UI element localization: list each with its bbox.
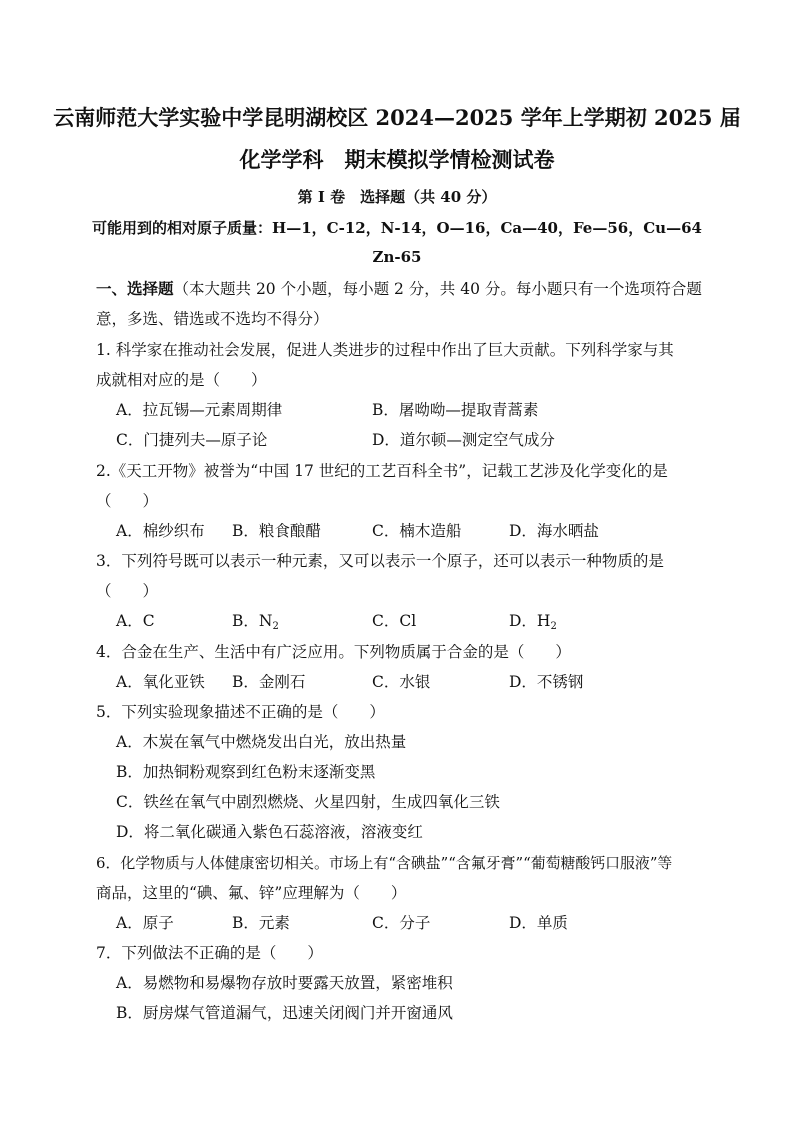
question-1-stem-cont: 成就相对应的是（ ） bbox=[96, 371, 267, 389]
atomic-masses: 可能用到的相对原子质量：H—1，C-12，N-14，O—16，Ca—40，Fe—56，Cu—64 bbox=[92, 219, 702, 237]
question-6-option-c[interactable]: C．分子 bbox=[372, 914, 431, 932]
question-6-stem-cont: 商品，这里的“碘、氟、锌”应理解为（ ） bbox=[96, 884, 407, 902]
question-1-option-c[interactable]: C．门捷列夫—原子论 bbox=[116, 431, 268, 449]
question-6-option-a[interactable]: A．原子 bbox=[116, 914, 174, 932]
question-2-stem: 2.《天工开物》被誉为“中国 17 世纪的工艺百科全书”，记载工艺涉及化学变化的是 bbox=[96, 462, 668, 480]
question-3-option-a[interactable]: A．C bbox=[116, 612, 155, 630]
question-2-stem-cont: （ ） bbox=[96, 492, 159, 510]
question-2-option-c[interactable]: C．楠木造船 bbox=[372, 522, 462, 540]
subscript: 2 bbox=[272, 621, 279, 632]
question-6-option-d[interactable]: D．单质 bbox=[509, 914, 568, 932]
question-4-option-a[interactable]: A．氧化亚铁 bbox=[116, 673, 205, 691]
question-6-option-b[interactable]: B．元素 bbox=[232, 914, 290, 932]
question-4-option-c[interactable]: C．水银 bbox=[372, 673, 431, 691]
question-2-option-a[interactable]: A．棉纱织布 bbox=[116, 522, 205, 540]
exam-title-line-2: 化学学科 期末模拟学情检测试卷 bbox=[239, 147, 555, 172]
section-instruction-line-1 bbox=[96, 279, 702, 299]
exam-title-line-1: 云南师范大学实验中学昆明湖校区 2024—2025 学年上学期初 2025 届 bbox=[53, 105, 741, 130]
question-6-stem: 6．化学物质与人体健康密切相关。市场上有“含碘盐”“含氟牙膏”“葡萄糖酸钙口服液”等 bbox=[96, 854, 673, 872]
question-1-stem: 1. 科学家在推动社会发展，促进人类进步的过程中作出了巨大贡献。下列科学家与其 bbox=[96, 341, 674, 359]
volume-heading: 第 I 卷 选择题（共 40 分） bbox=[297, 188, 497, 206]
subscript: 2 bbox=[550, 621, 557, 632]
question-3-option-b[interactable]: B．$N_2$ bbox=[232, 612, 279, 632]
question-4-option-d[interactable]: D．不锈钢 bbox=[509, 673, 584, 691]
question-5-option-d[interactable]: D．将二氧化碳通入紫色石蕊溶液，溶液变红 bbox=[116, 823, 423, 841]
section-heading: 一、选择题 bbox=[96, 279, 174, 298]
question-5-stem: 5．下列实验现象描述不正确的是（ ） bbox=[96, 703, 385, 721]
question-1-option-a[interactable]: A．拉瓦锡—元素周期律 bbox=[116, 401, 283, 419]
question-4-stem: 4．合金在生产、生活中有广泛应用。下列物质属于合金的是（ ） bbox=[96, 643, 571, 661]
question-7-option-a[interactable]: A．易燃物和易爆物存放时要露天放置，紧密堆积 bbox=[116, 974, 453, 992]
question-3-stem: 3．下列符号既可以表示一种元素，又可以表示一个原子，还可以表示一种物质的是 bbox=[96, 552, 664, 570]
question-3-option-c[interactable]: C．Cl bbox=[372, 612, 417, 630]
question-3-option-d[interactable]: D．$H_2$ bbox=[509, 612, 557, 632]
question-5-option-c[interactable]: C．铁丝在氧气中剧烈燃烧、火星四射，生成四氧化三铁 bbox=[116, 793, 500, 811]
question-2-option-b[interactable]: B．粮食酿醋 bbox=[232, 522, 321, 540]
section-instruction-line-2: 意，多选、错选或不选均不得分） bbox=[96, 310, 329, 328]
question-4-option-b[interactable]: B．金刚石 bbox=[232, 673, 306, 691]
question-7-stem: 7．下列做法不正确的是（ ） bbox=[96, 944, 323, 962]
question-1-option-d[interactable]: D．道尔顿—测定空气成分 bbox=[372, 431, 555, 449]
question-3-stem-cont: （ ） bbox=[96, 582, 159, 600]
question-1-option-b[interactable]: B．屠呦呦—提取青蒿素 bbox=[372, 401, 539, 419]
atomic-masses-cont: Zn-65 bbox=[372, 248, 422, 266]
section-instruction-text: （本大题共 20 个小题，每小题 2 分，共 40 分。每小题只有一个选项符合题 bbox=[173, 280, 702, 298]
question-5-option-a[interactable]: A．木炭在氧气中燃烧发出白光，放出热量 bbox=[116, 733, 407, 751]
question-2-option-d[interactable]: D．海水晒盐 bbox=[509, 522, 599, 540]
question-7-option-b[interactable]: B．厨房煤气管道漏气，迅速关闭阀门并开窗通风 bbox=[116, 1004, 453, 1022]
question-5-option-b[interactable]: B．加热铜粉观察到红色粉末逐渐变黑 bbox=[116, 763, 376, 781]
